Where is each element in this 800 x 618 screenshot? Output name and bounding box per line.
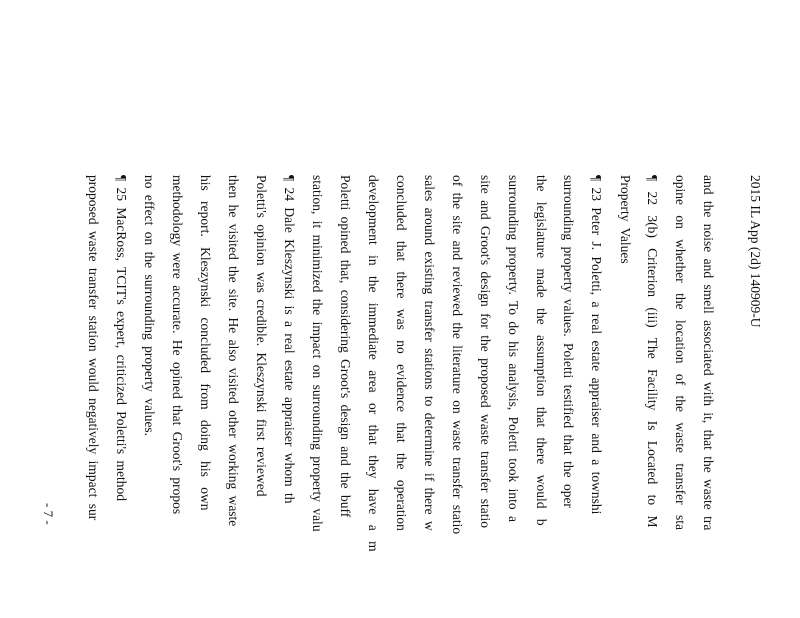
text-line: ¶ 22 3(b) Criterion (iii) The Facility Is Located to M bbox=[645, 175, 660, 528]
text-line: development in the immediate area or that they have a m bbox=[366, 175, 381, 552]
text-line: methodology were accurate. He opined that Groot's propos bbox=[170, 175, 185, 515]
text-line: Poletti's opinion was credible. Kleszynski first reviewed bbox=[254, 175, 269, 497]
text-line: no effect on the surrounding property values. bbox=[142, 175, 157, 437]
text-line: ¶ 23 Peter J. Poletti, a real estate appraiser and a townshi bbox=[589, 175, 604, 515]
text-line: of the site and reviewed the literature on waste transfer statio bbox=[450, 175, 465, 535]
text-line: opine on whether the location of the waste transfer sta bbox=[673, 175, 688, 531]
text-line: ¶ 24 Dale Kleszynski is a real estate appraiser whom th bbox=[282, 175, 297, 504]
text-line: Poletti opined that, considering Groot's design and the buff bbox=[338, 175, 353, 518]
text-line: concluded that there was no evidence that the operation bbox=[394, 175, 409, 531]
text-line: ¶ 25 MacRoss, TCIT's expert, criticized Poletti's method bbox=[114, 175, 129, 502]
text-line: surrounding property. To do his analysis, Poletti took into a bbox=[506, 175, 521, 523]
text-line: surrounding property values. Poletti testified that the oper bbox=[561, 175, 576, 508]
text-line: proposed waste transfer station would negatively impact sur bbox=[86, 175, 101, 521]
page-number: - 7 - bbox=[41, 503, 56, 525]
text-line: his report. Kleszynski concluded from doing his own bbox=[198, 175, 213, 511]
text-line: station, it minimized the impact on surrounding property valu bbox=[310, 175, 325, 532]
text-line: then he visited the site. He also visited other working waste bbox=[226, 175, 241, 527]
document-header: 2015 IL App (2d) 140909-U bbox=[748, 175, 763, 328]
text-line: and the noise and smell associated with it, that the waste tra bbox=[701, 175, 716, 531]
text-line: Property Values bbox=[618, 175, 633, 264]
text-line: sales around existing transfer stations to determine if there w bbox=[422, 175, 437, 531]
text-line: site and Groot's design for the proposed waste transfer statio bbox=[478, 175, 493, 528]
text-line: the legislature made the assumption that there would b bbox=[534, 175, 549, 526]
